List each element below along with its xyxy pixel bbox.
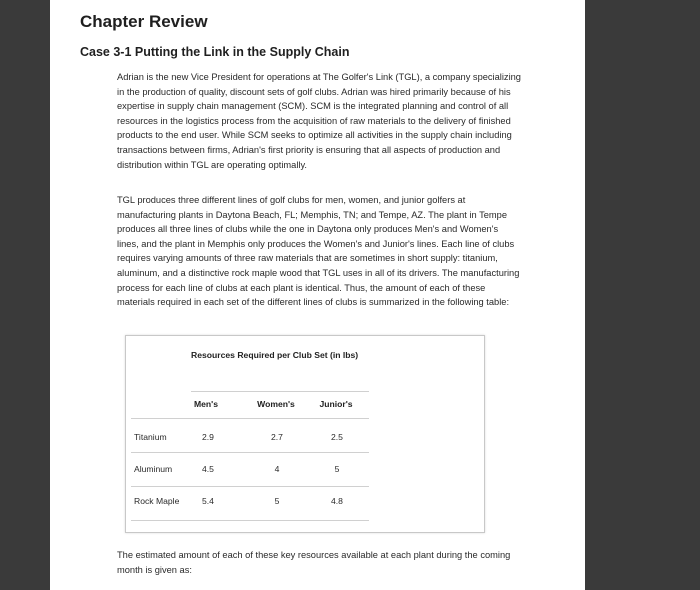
cell-rock-maple-womens: 5 bbox=[274, 496, 280, 506]
cell-titanium-mens: 2.9 bbox=[202, 432, 214, 442]
row-label-aluminum: Aluminum bbox=[134, 464, 173, 474]
paragraph-intro: Adrian is the new Vice President for operations at The Golfer's Link (TGL), a company specializing in the production of quality, discount sets of golf clubs. Adrian was hired primarily because of his expertise in supply chain management (SCM). SCM is the integrated planning and control of all resources in the logistics process from the acquisition of raw materials to the delivery of finished products to the end user. While SCM seeks to optimize all activities in the supply chain including transactions between firms, Adrian's first priority is ensuring that all aspects of production and distribution within TGL are operating optimally. bbox=[117, 72, 521, 170]
row-label-titanium: Titanium bbox=[134, 432, 167, 442]
table-divider bbox=[191, 391, 369, 392]
column-header-juniors: Junior's bbox=[319, 399, 353, 409]
cell-rock-maple-juniors: 4.8 bbox=[331, 496, 343, 506]
cell-titanium-womens: 2.7 bbox=[271, 432, 283, 442]
paragraph-production: TGL produces three different lines of golf clubs for men, women, and junior golfers at manufacturing plants in Daytona Beach, FL; Memphis, TN; and Tempe, AZ. The plant in Tempe produces all three lines of clubs while the one in Daytona only produces Men's and Women's lines, and the plant in Memphis only produces the Women's and Junior's lines. Each line of clubs requires varying amounts of three raw materials that are sometimes in short supply: titanium, aluminum, and a distinctive rock maple wood that TGL uses in all of its drivers. The manufacturing process for each line of clubs at each plant is identical. Thus, the amount of each of these materials required in each set of the different lines of clubs is summarized in the following table: bbox=[117, 195, 520, 308]
column-header-mens: Men's bbox=[193, 399, 218, 409]
paragraph-available-resources: The estimated amount of each of these key resources available at each plant during the coming month is given as: bbox=[117, 550, 511, 575]
table-divider bbox=[131, 520, 369, 521]
cell-aluminum-juniors: 5 bbox=[334, 464, 340, 474]
document-page bbox=[50, 0, 585, 590]
row-label-rock-maple: Rock Maple bbox=[134, 496, 180, 506]
cell-titanium-juniors: 2.5 bbox=[331, 432, 343, 442]
chapter-title: Chapter Review bbox=[80, 12, 208, 31]
table-header: Resources Required per Club Set (in lbs) bbox=[191, 350, 359, 360]
column-header-womens: Women's bbox=[257, 399, 295, 409]
cell-rock-maple-mens: 5.4 bbox=[202, 496, 214, 506]
right-dark-margin bbox=[585, 0, 700, 590]
cell-aluminum-mens: 4.5 bbox=[202, 464, 214, 474]
table-divider bbox=[131, 418, 369, 419]
cell-aluminum-womens: 4 bbox=[274, 464, 280, 474]
table-divider bbox=[131, 486, 369, 487]
case-title: Case 3-1 Putting the Link in the Supply Chain bbox=[80, 45, 350, 59]
left-dark-margin bbox=[0, 0, 50, 590]
table-divider bbox=[131, 452, 369, 453]
resources-table bbox=[125, 335, 485, 533]
